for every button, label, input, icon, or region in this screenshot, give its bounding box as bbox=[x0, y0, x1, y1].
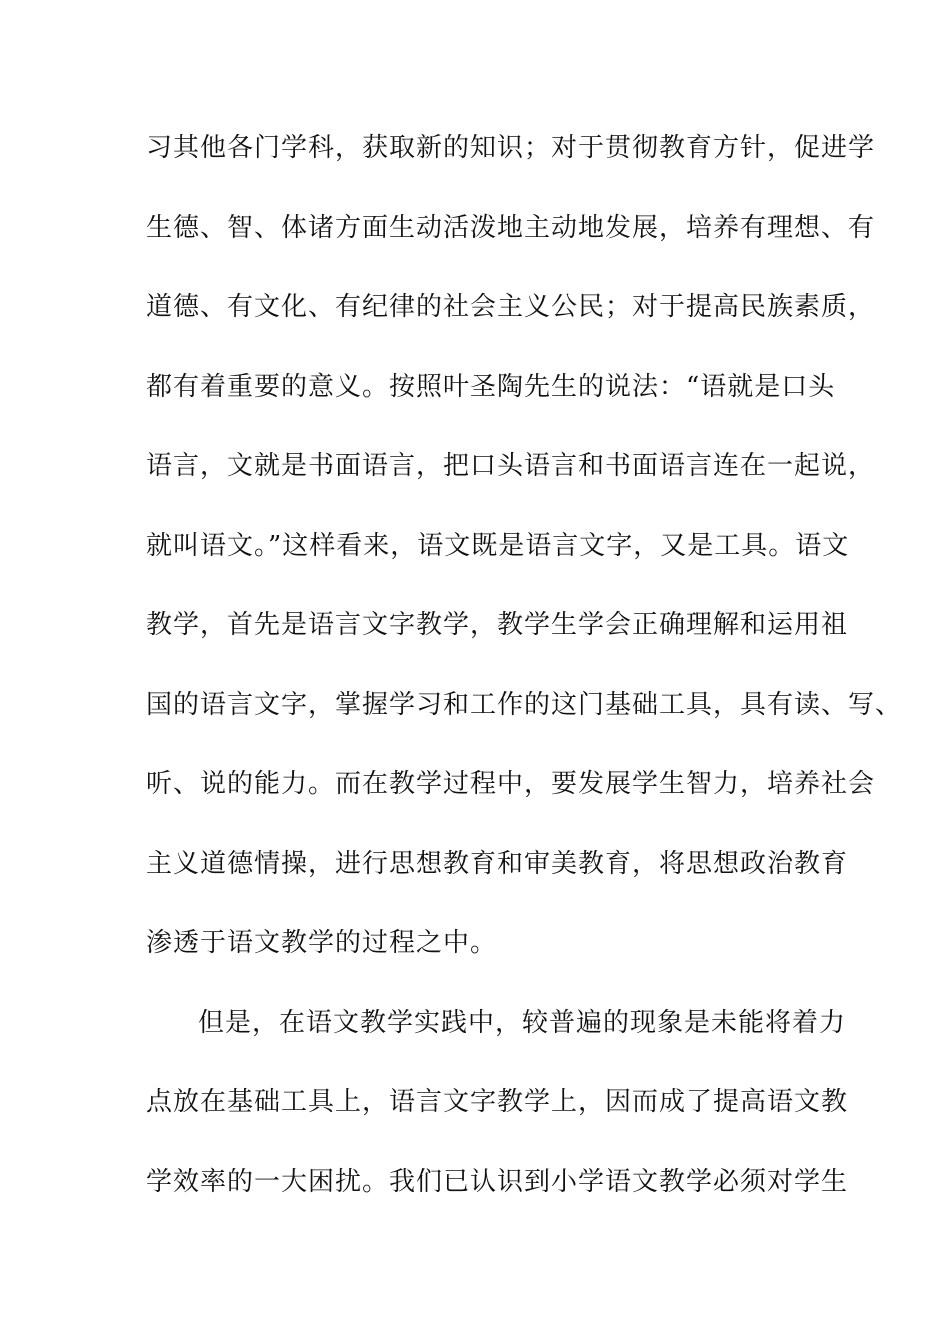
body-text bbox=[146, 128, 903, 1241]
text-line-6: 就叫语文。”这样看来，语文既是语言文字，又是工具。语文 bbox=[146, 530, 850, 561]
text-line-3: 道德、有文化、有纪律的社会主义公民；对于提高民族素质， bbox=[146, 292, 876, 322]
text-line-7: 教学，首先是语言文字教学，教学生学会正确理解和运用祖 bbox=[146, 610, 849, 640]
text-line-8: 国的语言文字，掌握学习和工作的这门基础工具，具有读、写、 bbox=[146, 689, 903, 720]
text-line-2: 生德、智、体诸方面生动活泼地主动地发展，培养有理想、有 bbox=[146, 212, 876, 243]
text-line-11: 渗透于语文教学的过程之中。 bbox=[146, 928, 498, 958]
text-line-4: 都有着重要的意义。按照叶圣陶先生的说法：“语就是口头 bbox=[146, 371, 836, 402]
text-line-10: 主义道德情操，进行思想教育和审美教育，将思想政治教育 bbox=[146, 848, 849, 879]
text-line-9: 听、说的能力。而在教学过程中，要发展学生智力，培养社会 bbox=[146, 769, 876, 799]
text-line-13: 点放在基础工具上，语言文字教学上，因而成了提高语文教 bbox=[146, 1087, 849, 1117]
text-line-1: 习其他各门学科，获取新的知识；对于贯彻教育方针，促进学 bbox=[146, 133, 876, 163]
text-line-12: 但是，在语文教学实践中，较普遍的现象是未能将着力 bbox=[198, 1007, 847, 1038]
text-line-5: 语言，文就是书面语言，把口头语言和书面语言连在一起说， bbox=[146, 451, 876, 481]
text-line-14: 学效率的一大困扰。我们已认识到小学语文教学必须对学生 bbox=[146, 1166, 849, 1197]
